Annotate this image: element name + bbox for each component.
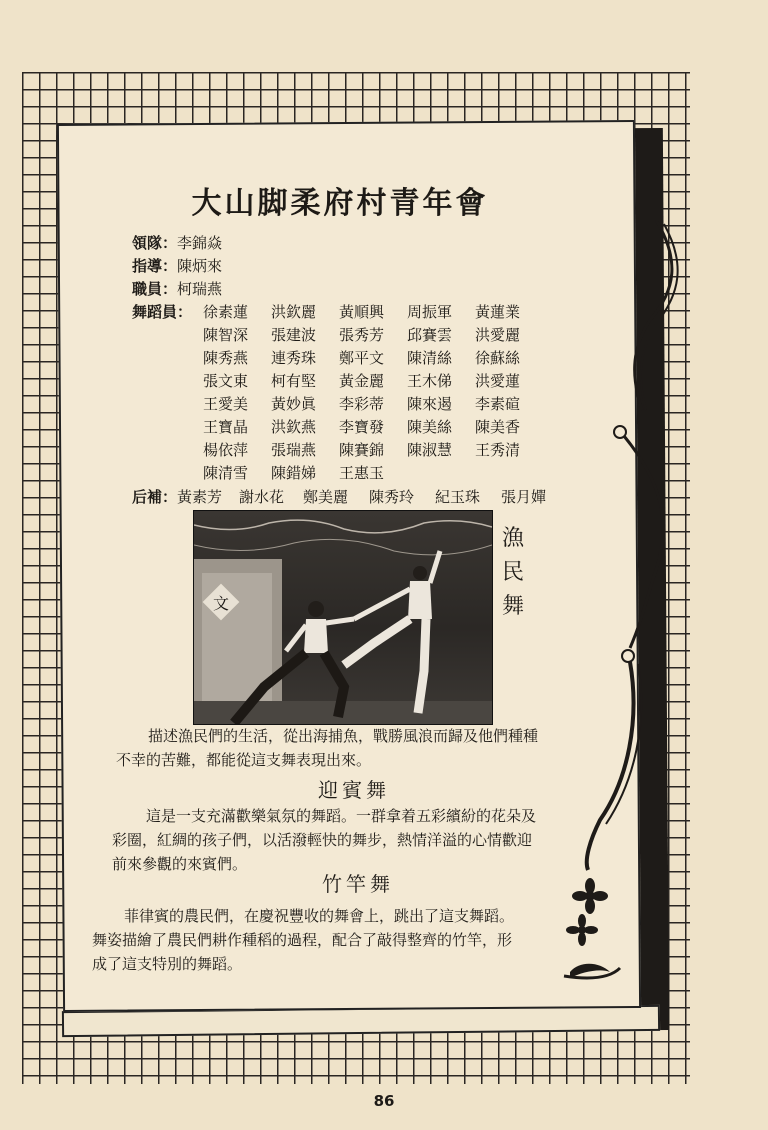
dancer-name: 王寶晶 <box>203 418 249 436</box>
dancer-name: 陳智深 <box>203 326 249 344</box>
dancer-name: 王愛美 <box>203 395 249 413</box>
dancer-name: 王秀清 <box>475 441 521 459</box>
photo-caption: 漁民舞 <box>501 526 524 619</box>
dancer-name: 黃妙眞 <box>271 395 317 413</box>
dancer-name: 陳美絲 <box>407 418 453 436</box>
dancer-name: 洪愛麗 <box>475 326 521 344</box>
dancer-name: 張瑞燕 <box>271 441 317 459</box>
bamboo-line-2: 舞姿描繪了農民們耕作種稻的過程，配合了敲得整齊的竹竿，形 <box>92 931 513 949</box>
bamboo-line-3: 成了這支特別的舞蹈。 <box>92 955 243 973</box>
dancer-name: 徐蘇絲 <box>475 349 521 367</box>
dancer-row <box>203 324 543 347</box>
dancer-name: 張秀芳 <box>339 326 385 344</box>
dancer-name: 陳秀燕 <box>203 349 249 367</box>
dancer-name: 柯有堅 <box>271 372 317 390</box>
dancer-name: 李彩蒂 <box>339 395 385 413</box>
dancer-name: 李寶發 <box>339 418 385 436</box>
welcome-line-1: 這是一支充滿歡樂氣氛的舞蹈。一群拿着五彩繽紛的花朵及 <box>146 807 537 825</box>
ribbon-decoration <box>560 220 690 1000</box>
page-title: 大山脚柔府村青年會 <box>191 186 489 221</box>
dancer-name: 黃金麗 <box>339 372 385 390</box>
reserve-name: 謝水花 <box>239 488 285 506</box>
coach-label: 指導： <box>132 257 178 275</box>
dancer-name: 楊依萍 <box>203 441 249 459</box>
dancer-row <box>203 347 543 370</box>
leader-label: 領隊： <box>132 234 178 252</box>
coach-row <box>132 255 222 278</box>
dancer-name: 徐素蓮 <box>203 303 249 321</box>
reserve-name: 紀玉珠 <box>435 488 481 506</box>
dancer-name: 李素碹 <box>475 395 521 413</box>
flower-icon <box>566 914 598 946</box>
dancer-row <box>203 416 543 439</box>
fishermen-line-1: 描述漁民們的生活，從出海捕魚，戰勝風浪而歸及他們種種 <box>148 727 539 745</box>
welcome-dance-heading: 迎賓舞 <box>318 778 390 802</box>
leader-row <box>132 232 222 255</box>
staff-row <box>132 278 222 301</box>
welcome-line-3: 前來參觀的來賓們。 <box>112 855 248 873</box>
dancer-name: 陳淑慧 <box>407 441 453 459</box>
dancer-name: 張文東 <box>203 372 249 390</box>
dancers-label: 舞蹈員： <box>132 303 193 321</box>
flower-icon <box>572 878 608 914</box>
dancer-name: 周振軍 <box>407 303 453 321</box>
reserves-label: 后補： <box>132 488 178 506</box>
reserve-name: 黃素芳 <box>177 488 223 506</box>
dancer-row <box>203 393 543 416</box>
dancer-name: 陳來遏 <box>407 395 453 413</box>
dancer-row <box>203 439 543 462</box>
dancer-name: 鄭平文 <box>339 349 385 367</box>
dancers-illustration <box>194 511 492 724</box>
dancer-name: 黃順興 <box>339 303 385 321</box>
dancer-name: 連秀珠 <box>271 349 317 367</box>
welcome-line-2: 彩圈，紅綢的孩子們，以活潑輕快的舞步，熱情洋溢的心情歡迎 <box>112 831 533 849</box>
fishermen-line-2: 不幸的苦難，都能從這支舞表現出來。 <box>116 751 372 769</box>
sign-text: 文 <box>212 594 230 613</box>
dancer-name: 洪欽麗 <box>271 303 317 321</box>
dancer-name: 陳美香 <box>475 418 521 436</box>
dancer-row <box>203 301 543 324</box>
dancer-name: 洪欽燕 <box>271 418 317 436</box>
dancer-row <box>203 370 543 393</box>
dancer-name: 王惠玉 <box>339 464 385 482</box>
dancer-row <box>203 462 407 485</box>
bamboo-line-1: 菲律賓的農民們，在慶祝豐收的舞會上，跳出了這支舞蹈。 <box>124 907 515 925</box>
reserve-name: 鄭美麗 <box>303 488 349 506</box>
staff-name: 柯瑞燕 <box>177 280 223 298</box>
reserve-name: 張月嬋 <box>501 488 547 506</box>
dancer-name: 陳賽錦 <box>339 441 385 459</box>
bamboo-dance-heading: 竹竿舞 <box>322 872 394 896</box>
dancer-name: 洪愛蓮 <box>475 372 521 390</box>
staff-label: 職員： <box>132 280 178 298</box>
dancer-name: 張建波 <box>271 326 317 344</box>
reserve-name: 陳秀玲 <box>369 488 415 506</box>
dancer-name: 王木俤 <box>407 372 453 390</box>
dancer-name: 邱賽雲 <box>407 326 453 344</box>
dance-photo <box>193 510 493 725</box>
dancer-name: 黃蓮業 <box>475 303 521 321</box>
reserves-row <box>132 486 546 509</box>
page-number: 86 <box>373 1092 395 1110</box>
dancer-name: 陳錯娣 <box>271 464 317 482</box>
dancer-name: 陳清雪 <box>203 464 249 482</box>
coach-name: 陳炳來 <box>177 257 223 275</box>
dancer-name: 陳清絲 <box>407 349 453 367</box>
leader-name: 李錦焱 <box>177 234 223 252</box>
